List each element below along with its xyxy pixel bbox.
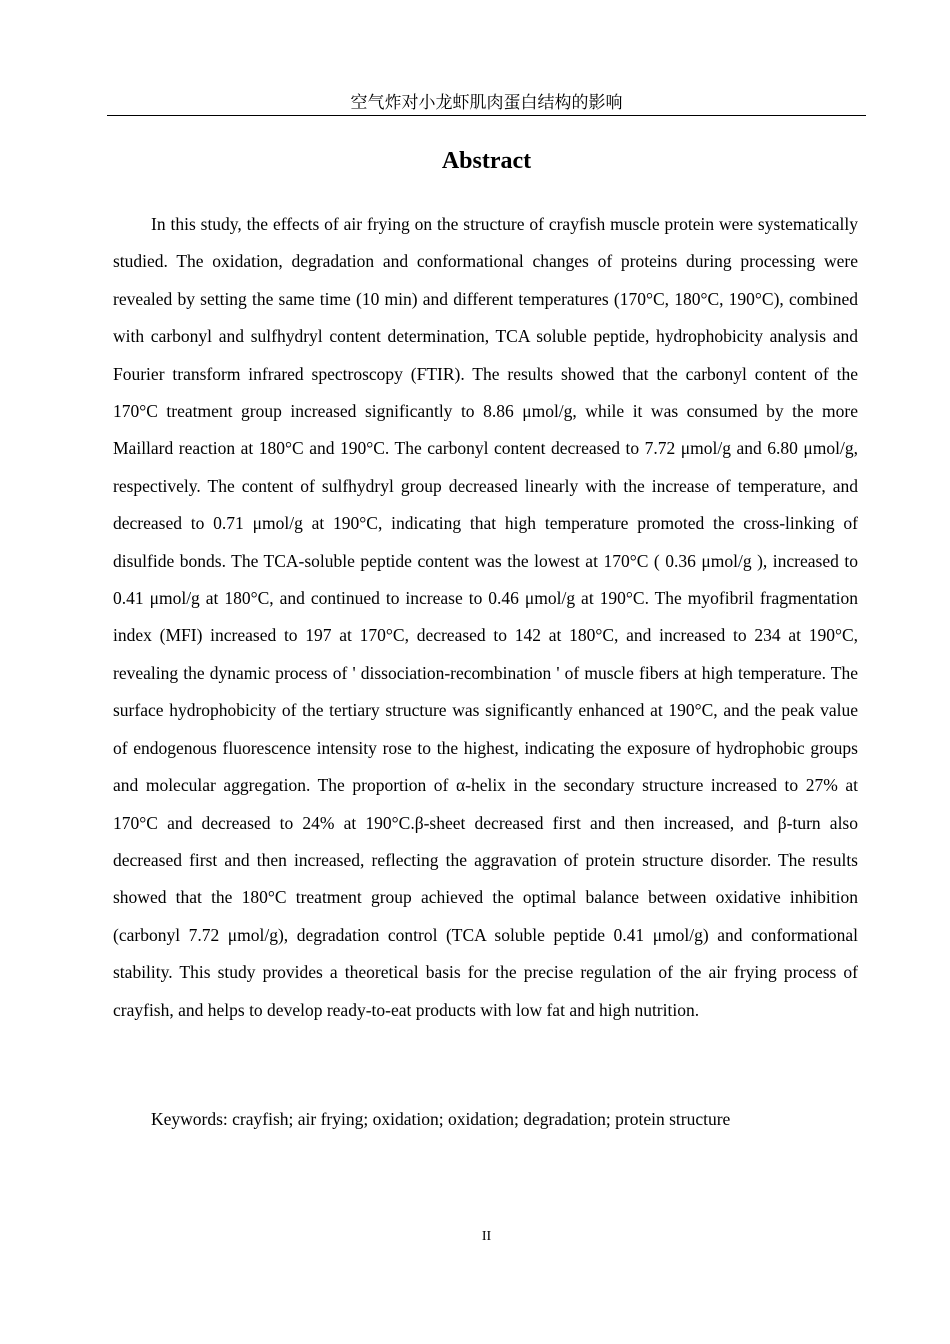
abstract-body: In this study, the effects of air frying on the structure of crayfish muscle protein were systematically studied. The oxidation, degradation and conformational changes of proteins during processing were revealed by setting the same time (10 min) and different temperatures (170°C, 180°C, 190°C), combined with carbonyl and sulfhydryl content determination, TCA soluble peptide, hydrophobicity analysis and Fourier transform infrared spectroscopy (FTIR). The results showed that the carbonyl content of the 170°C treatment group increased significantly to 8.86 μmol/g, while it was consumed by the more Maillard reaction at 180°C and 190°C. The carbonyl content decreased to 7.72 μmol/g and 6.80 μmol/g, respectively. The content of sulfhydryl group decreased linearly with the increase of temperature, and decreased to 0.71 μmol/g at 190°C, indicating that high temperature promoted the cross-linking of disulfide bonds. The TCA-soluble peptide content was the lowest at 170°C ( 0.36 μmol/g ), increased to 0.41 μmol/g at 180°C, and continued to increase to 0.46 μmol/g at 190°C. The myofibril fragmentation index (MFI) increased to 197 at 170°C, decreased to 142 at 180°C, and increased to 234 at 190°C, revealing the dynamic process of ' dissociation-recombination ' of muscle fibers at high temperature. The surface hydrophobicity of the tertiary structure was significantly enhanced at 190°C, and the peak value of endogenous fluorescence intensity rose to the highest, indicating the exposure of hydrophobic groups and molecular aggregation. The proportion of α-helix in the secondary structure increased to 27% at 170°C and decreased to 24% at 190°C.β-sheet decreased first and then increased, and β-turn also decreased first and then increased, reflecting the aggravation of protein structure disorder. The results showed that the 180°C treatment group achieved the optimal balance between oxidative inhibition (carbonyl 7.72 μmol/g), degradation control (TCA soluble peptide 0.41 μmol/g) and conformational stability. This study provides a theoretical basis for the precise regulation of the air frying process of crayfish, and helps to develop ready-to-eat products with low fat and high nutrition. bbox=[113, 214, 858, 1020]
header-rule bbox=[107, 115, 866, 116]
running-header: 空气炸对小龙虾肌肉蛋白结构的影响 bbox=[350, 93, 623, 113]
page-number: II bbox=[481, 1229, 492, 1244]
abstract-title: Abstract bbox=[441, 148, 532, 174]
keywords-line: Keywords: crayfish; air frying; oxidation; oxidation; degradation; protein structure bbox=[151, 1109, 731, 1129]
